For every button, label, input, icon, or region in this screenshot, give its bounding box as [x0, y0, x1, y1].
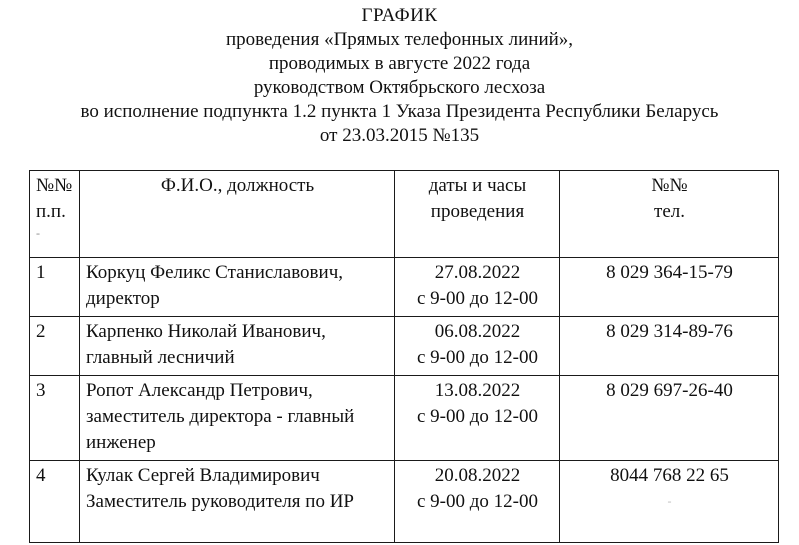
column-header-number-label: №№ п.п. [36, 175, 73, 222]
column-header-name [80, 171, 395, 258]
header-line-2: проводимых в августе 2022 года [268, 53, 531, 74]
cell-name: Ропот Александр Петрович, заместитель директора - главный инженер [80, 376, 395, 461]
header-line-5: от 23.03.2015 №135 [319, 125, 480, 146]
cell-number: 4 [30, 461, 80, 543]
table-header-row [30, 171, 779, 258]
cell-phone [560, 461, 779, 543]
cell-name: Коркуц Феликс Станиславович, директор [80, 258, 395, 317]
cell-date: 27.08.2022 с 9-00 до 12-00 [395, 258, 560, 317]
cell-number: 2 [30, 317, 80, 376]
column-header-number-mark: - [36, 226, 40, 240]
cell-name: Карпенко Николай Иванович, главный лесничий [80, 317, 395, 376]
cell-date: 20.08.2022 с 9-00 до 12-00 [395, 461, 560, 543]
cell-date: 06.08.2022 с 9-00 до 12-00 [395, 317, 560, 376]
column-header-date-label: даты и часы проведения [428, 175, 527, 222]
table-row [30, 461, 779, 543]
cell-number: 1 [30, 258, 80, 317]
document-header [0, 4, 799, 148]
header-line-4: во исполнение подпункта 1.2 пункта 1 Указа Президента Республики Беларусь [80, 101, 719, 122]
table-row [30, 376, 779, 461]
cell-phone: 8 029 697-26-40 [560, 376, 779, 461]
cell-date: 13.08.2022 с 9-00 до 12-00 [395, 376, 560, 461]
cell-number: 3 [30, 376, 80, 461]
cell-phone: 8 029 314-89-76 [560, 317, 779, 376]
column-header-phone [560, 171, 779, 258]
table-row [30, 258, 779, 317]
header-line-1: проведения «Прямых телефонных линий», [225, 29, 574, 50]
column-header-number [30, 171, 80, 258]
cell-phone-value: 8044 768 22 65 [610, 465, 729, 486]
document-title: ГРАФИК [361, 5, 438, 26]
column-header-date [395, 171, 560, 258]
column-header-name-label: Ф.И.О., должность [160, 175, 315, 196]
cell-phone: 8 029 364-15-79 [560, 258, 779, 317]
cell-phone-mark: - [667, 494, 672, 508]
header-line-3: руководством Октябрьского лесхоза [253, 77, 546, 98]
column-header-phone-label: №№ тел. [651, 175, 688, 222]
table-row [30, 317, 779, 376]
schedule-table [29, 170, 779, 543]
cell-name: Кулак Сергей Владимирович Заместитель руководителя по ИР [80, 461, 395, 543]
